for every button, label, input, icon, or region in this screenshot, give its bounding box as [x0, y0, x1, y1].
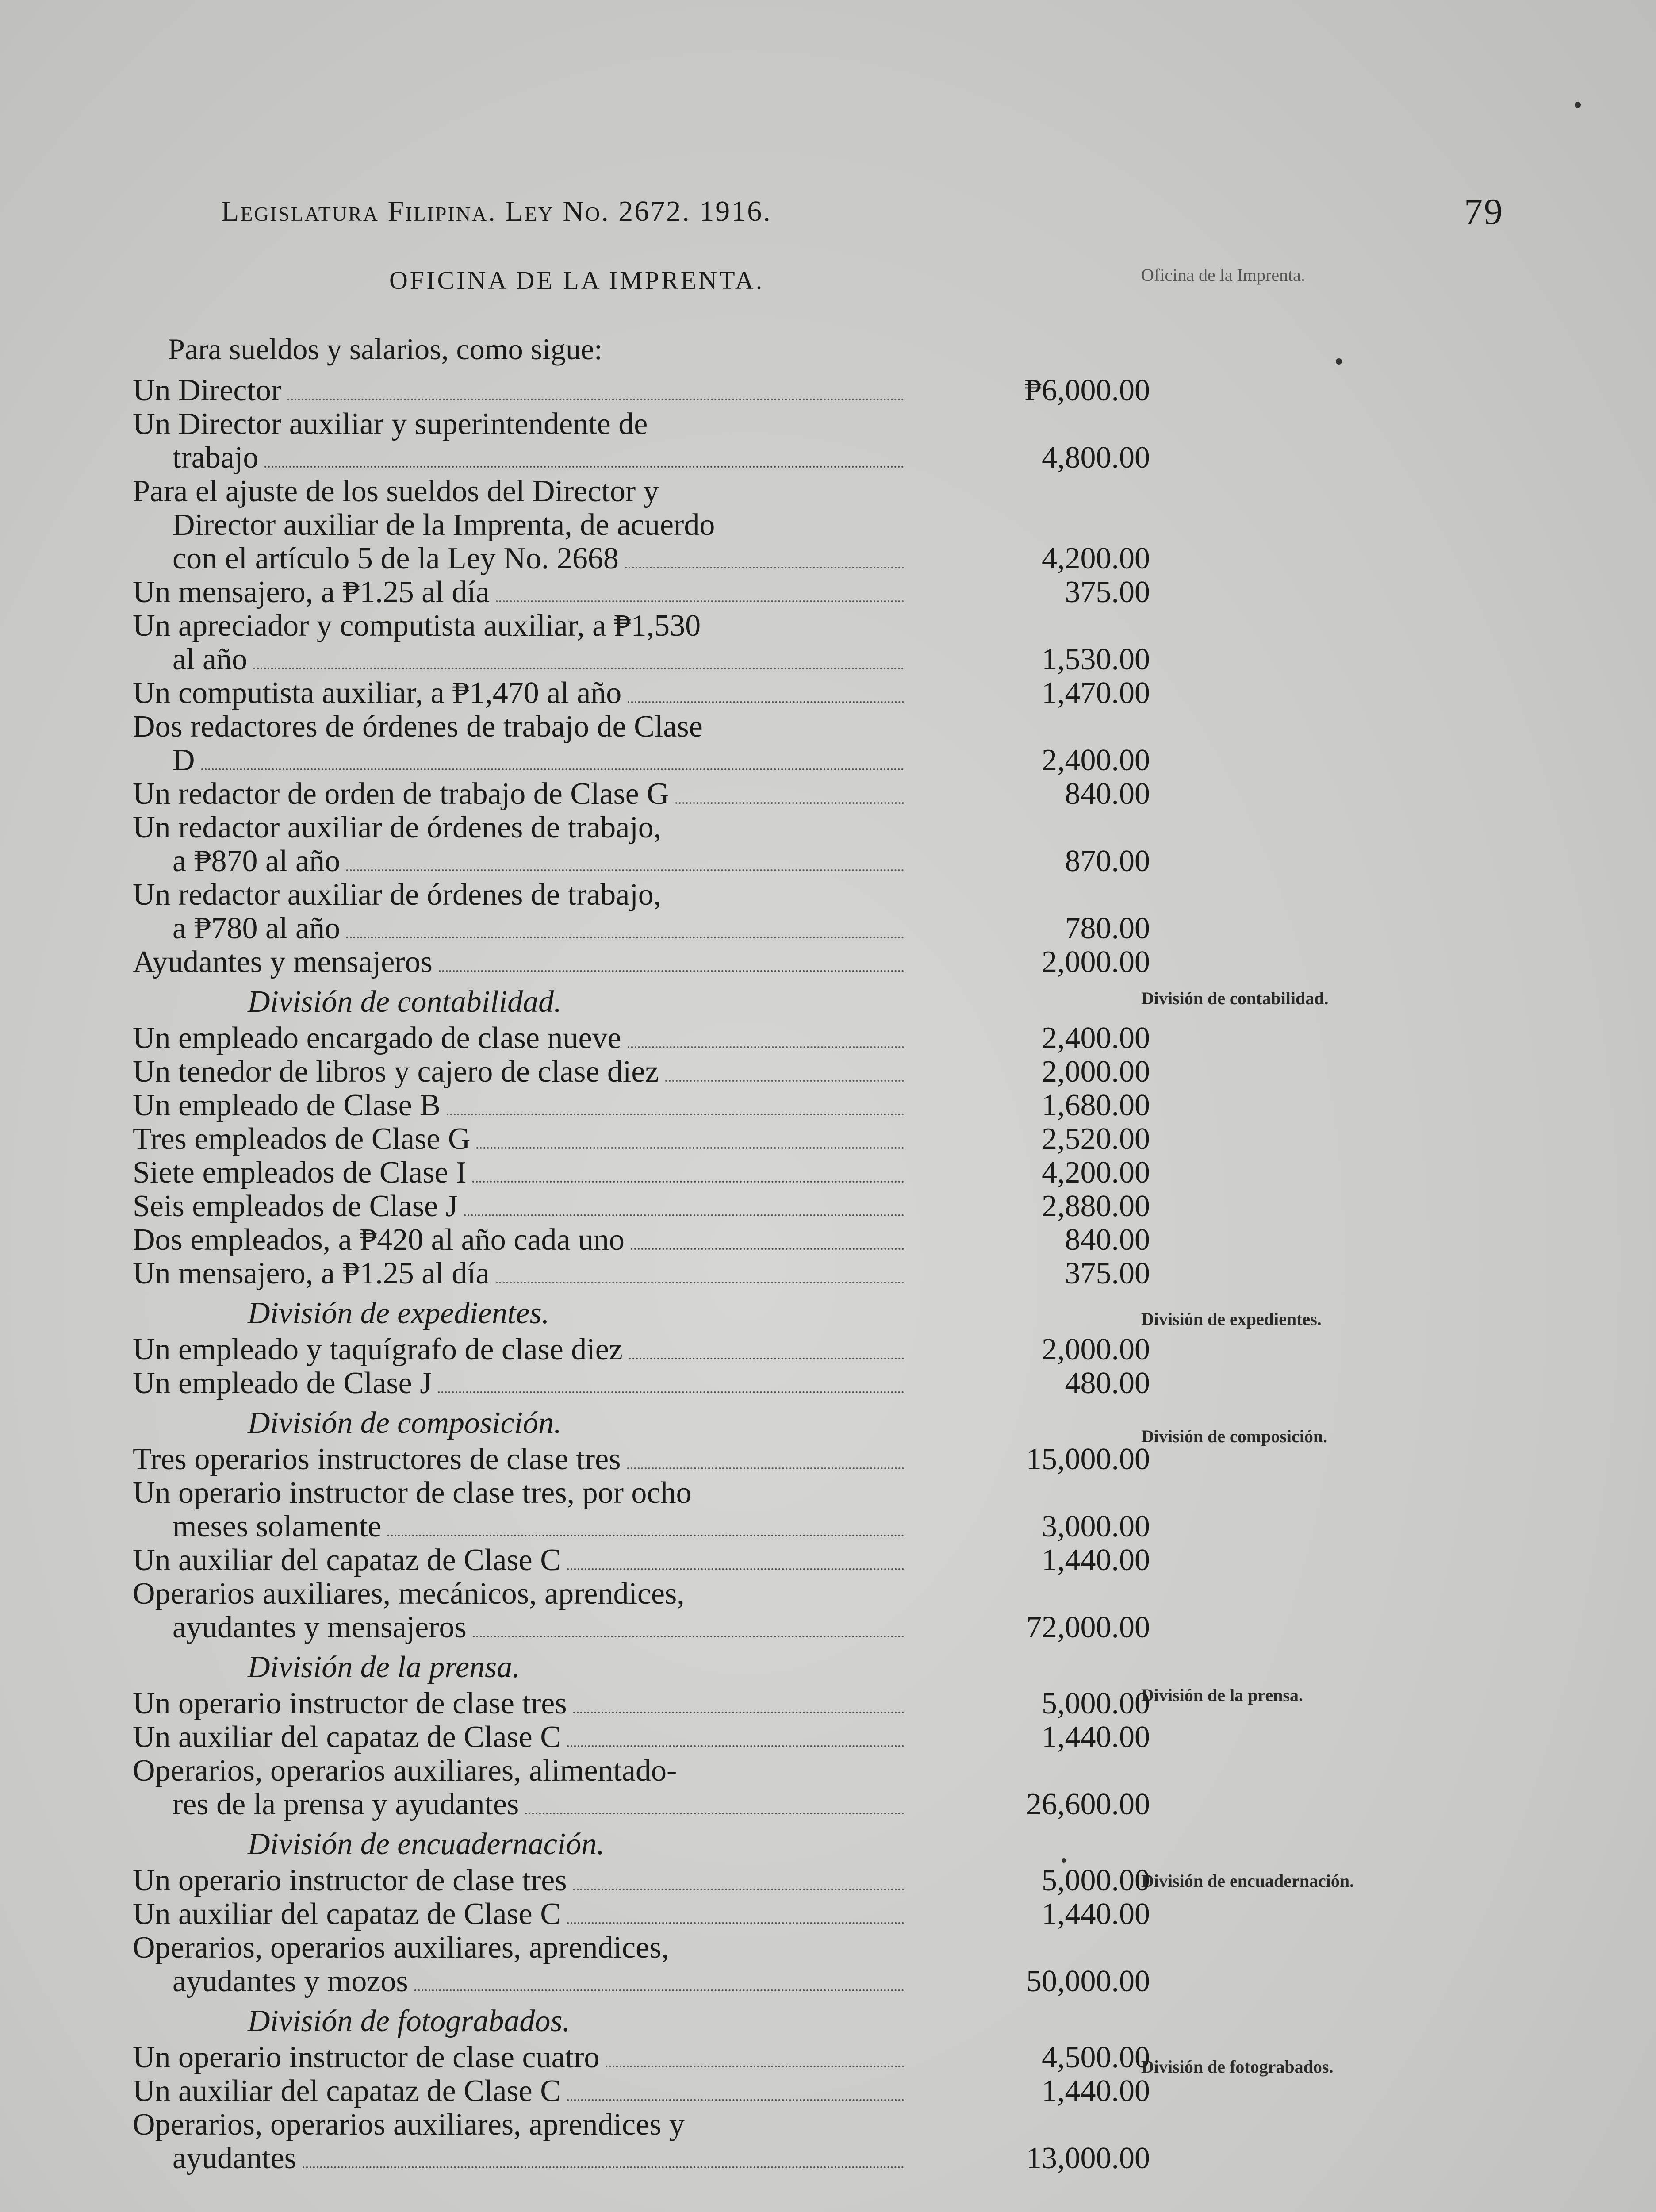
- item-description: [133, 2074, 907, 2108]
- dot-leader: [414, 1989, 904, 1991]
- item-text: Un empleado de Clase J: [133, 1366, 432, 1400]
- item-text: Un auxiliar del capataz de Clase C: [133, 2074, 561, 2108]
- item-description: [133, 878, 907, 945]
- item-description-line: [133, 1367, 907, 1400]
- item-amount: 840.00: [1065, 777, 1150, 811]
- item-description-line: [133, 1788, 907, 1821]
- item-description: [133, 1931, 907, 1998]
- item-description: [133, 1897, 907, 1931]
- dot-leader: [567, 2099, 904, 2101]
- item-text: meses solamente: [172, 1509, 382, 1544]
- item-amount: 15,000.00: [1026, 1442, 1150, 1476]
- item-text: Operarios, operarios auxiliares, aprendices y: [133, 2108, 685, 2142]
- item-text: Un redactor de orden de trabajo de Clase G: [133, 777, 669, 811]
- item-amount: 2,880.00: [1042, 1189, 1150, 1223]
- dot-leader: [447, 1114, 904, 1115]
- item-description-line: [133, 1190, 907, 1223]
- budget-line-item: [133, 1367, 1150, 1400]
- item-description-line: [133, 609, 907, 643]
- item-text: ayudantes y mozos: [172, 1964, 408, 1998]
- item-description: [133, 811, 907, 878]
- item-description-line: [133, 2142, 907, 2175]
- item-amount: 5,000.00: [1042, 1686, 1150, 1720]
- item-text: ayudantes: [172, 2141, 296, 2175]
- item-text: Un apreciador y computista auxiliar, a ₱1,530: [133, 609, 701, 643]
- item-description: [133, 1687, 907, 1720]
- dot-leader: [496, 600, 904, 602]
- margin-note-encuadernacion: División de encuadernación.: [1141, 1871, 1354, 1891]
- item-amount: ₱6,000.00: [1024, 373, 1150, 407]
- item-description: [133, 1022, 907, 1055]
- item-description: [133, 2041, 907, 2074]
- item-description-line: [133, 1476, 907, 1510]
- item-description: [133, 710, 907, 777]
- item-amount: 1,530.00: [1042, 642, 1150, 676]
- item-amount: 1,680.00: [1042, 1088, 1150, 1122]
- item-description-line: [133, 945, 907, 979]
- item-amount: 375.00: [1065, 575, 1150, 609]
- item-text: Un redactor auxiliar de órdenes de trabajo,: [133, 810, 662, 845]
- item-description-line: [133, 1022, 907, 1055]
- item-amount: 4,800.00: [1042, 441, 1150, 475]
- item-description: [133, 1577, 907, 1644]
- dot-leader: [476, 1147, 904, 1149]
- dot-leader: [439, 970, 904, 972]
- budget-line-item: [133, 811, 1150, 878]
- margin-note-fotograbados: División de fotograbados.: [1141, 2057, 1334, 2077]
- division-heading: División de composición.: [248, 1406, 562, 1440]
- dot-leader: [631, 1248, 904, 1250]
- item-description-line: [133, 1089, 907, 1122]
- division-heading: División de expedientes.: [248, 1296, 550, 1330]
- item-description-line: [133, 676, 907, 710]
- division-heading: División de fotograbados.: [248, 2004, 571, 2038]
- budget-line-item: [133, 945, 1150, 979]
- item-amount: 2,000.00: [1042, 1333, 1150, 1367]
- item-description-line: [133, 374, 907, 407]
- dot-leader: [253, 668, 904, 669]
- item-text: Un computista auxiliar, a ₱1,470 al año: [133, 676, 622, 710]
- item-description-line: [133, 643, 907, 676]
- dot-leader: [346, 869, 904, 871]
- budget-line-item: [133, 1156, 1150, 1190]
- dot-leader: [573, 1889, 904, 1890]
- appropriation-list: [133, 374, 1150, 2175]
- budget-line-item: [133, 1476, 1150, 1544]
- item-amount: 870.00: [1065, 844, 1150, 878]
- item-text: Seis empleados de Clase J: [133, 1189, 458, 1223]
- item-text: Un mensajero, a ₱1.25 al día: [133, 1256, 490, 1290]
- item-description-line: [133, 542, 907, 576]
- item-description: [133, 576, 907, 609]
- item-description-line: [133, 407, 907, 441]
- item-description-line: [133, 1333, 907, 1367]
- budget-line-item: [133, 1577, 1150, 1644]
- item-amount: 5,000.00: [1042, 1863, 1150, 1897]
- dot-leader: [438, 1391, 904, 1393]
- item-description-line: [133, 1443, 907, 1476]
- item-description: [133, 1089, 907, 1122]
- page-number: 79: [1464, 191, 1504, 232]
- item-text: a ₱780 al año: [172, 911, 341, 945]
- item-description: [133, 1156, 907, 1190]
- dot-leader: [303, 2166, 904, 2168]
- dot-leader: [628, 1046, 904, 1048]
- item-text: Un operario instructor de clase tres: [133, 1686, 567, 1720]
- item-description: [133, 777, 907, 811]
- budget-line-item: [133, 576, 1150, 609]
- item-text: Un operario instructor de clase cuatro: [133, 2040, 600, 2074]
- item-description-line: [133, 1897, 907, 1931]
- budget-line-item: [133, 1931, 1150, 1998]
- item-text: Un Director: [133, 373, 282, 407]
- section-title: OFICINA DE LA IMPRENTA.: [389, 266, 765, 295]
- dot-leader: [496, 1282, 904, 1283]
- item-text: Dos empleados, a ₱420 al año cada uno: [133, 1223, 625, 1257]
- item-description: [133, 676, 907, 710]
- dot-leader: [629, 1358, 904, 1359]
- item-text: Un Director auxiliar y superintendente de: [133, 407, 648, 441]
- item-amount: 26,600.00: [1026, 1787, 1150, 1821]
- division-heading: División de encuadernación.: [248, 1827, 605, 1861]
- dot-leader: [573, 1712, 904, 1713]
- budget-line-item: [133, 1897, 1150, 1931]
- item-description-line: [133, 845, 907, 878]
- item-description: [133, 1055, 907, 1089]
- budget-line-item: [133, 1055, 1150, 1089]
- dot-leader: [665, 1080, 904, 1082]
- item-description: [133, 1720, 907, 1754]
- item-amount: 780.00: [1065, 911, 1150, 945]
- margin-note-composicion: División de composición.: [1141, 1426, 1328, 1446]
- item-amount: 3,000.00: [1042, 1509, 1150, 1544]
- item-amount: 1,470.00: [1042, 676, 1150, 710]
- item-description-line: [133, 777, 907, 811]
- budget-line-item: [133, 1223, 1150, 1257]
- item-amount: 1,440.00: [1042, 1720, 1150, 1754]
- dot-leader: [628, 701, 904, 703]
- item-amount: 480.00: [1065, 1366, 1150, 1400]
- budget-line-item: [133, 1190, 1150, 1223]
- budget-line-item: [133, 374, 1150, 407]
- margin-note-imprenta: Oficina de la Imprenta.: [1141, 265, 1305, 285]
- dot-leader: [525, 1813, 904, 1814]
- dot-leader: [567, 1922, 904, 1924]
- item-amount: 2,000.00: [1042, 945, 1150, 979]
- item-text: Un empleado y taquígrafo de clase diez: [133, 1333, 623, 1367]
- item-amount: 2,000.00: [1042, 1055, 1150, 1089]
- item-text: Un auxiliar del capataz de Clase C: [133, 1897, 561, 1931]
- margin-note-prensa: División de la prensa.: [1141, 1685, 1303, 1705]
- item-amount: 4,500.00: [1042, 2040, 1150, 2074]
- item-description-line: [133, 1544, 907, 1577]
- item-amount: 1,440.00: [1042, 1543, 1150, 1577]
- running-title: Legislatura Filipina. Ley No. 2672. 1916.: [221, 195, 772, 227]
- item-description-line: [133, 1223, 907, 1257]
- page-header: [221, 186, 1504, 234]
- dot-leader: [627, 1467, 904, 1469]
- item-description-line: [133, 744, 907, 777]
- item-description: [133, 1367, 907, 1400]
- item-text: Un mensajero, a ₱1.25 al día: [133, 575, 490, 609]
- item-description-line: [133, 1864, 907, 1897]
- budget-line-item: [133, 1257, 1150, 1290]
- item-description: [133, 1223, 907, 1257]
- budget-line-item: [133, 2041, 1150, 2074]
- budget-line-item: [133, 407, 1150, 475]
- budget-line-item: [133, 1720, 1150, 1754]
- item-description-line: [133, 1156, 907, 1190]
- item-description-line: [133, 1720, 907, 1754]
- item-text: Operarios, operarios auxiliares, aprendices,: [133, 1931, 669, 1965]
- item-description-line: [133, 1257, 907, 1290]
- item-text: ayudantes y mensajeros: [172, 1610, 467, 1644]
- margin-note-contabilidad: División de contabilidad.: [1141, 988, 1329, 1008]
- budget-line-item: [133, 777, 1150, 811]
- budget-line-item: [133, 710, 1150, 777]
- budget-line-item: [133, 676, 1150, 710]
- item-text: Un operario instructor de clase tres: [133, 1863, 567, 1897]
- item-description-line: [133, 441, 907, 475]
- intro-line: Para sueldos y salarios, como sigue:: [168, 332, 603, 366]
- dot-leader: [464, 1214, 904, 1216]
- item-description: [133, 1122, 907, 1156]
- item-text: Tres operarios instructores de clase tres: [133, 1442, 621, 1476]
- item-description: [133, 2108, 907, 2175]
- item-description-line: [133, 1055, 907, 1089]
- item-text: res de la prensa y ayudantes: [172, 1787, 519, 1821]
- scan-speck: [1336, 358, 1342, 365]
- scan-speck: [1575, 102, 1581, 108]
- item-text: Dos redactores de órdenes de trabajo de Clase: [133, 710, 703, 744]
- item-description-line: [133, 1122, 907, 1156]
- item-description-line: [133, 1510, 907, 1544]
- dot-leader: [264, 466, 904, 468]
- item-description: [133, 945, 907, 979]
- item-text: Un operario instructor de clase tres, por ocho: [133, 1476, 692, 1510]
- item-description: [133, 1257, 907, 1290]
- item-text: Operarios, operarios auxiliares, alimentado-: [133, 1754, 677, 1788]
- item-amount: 375.00: [1065, 1256, 1150, 1290]
- item-description: [133, 475, 907, 576]
- item-amount: 72,000.00: [1026, 1610, 1150, 1644]
- item-amount: 840.00: [1065, 1223, 1150, 1257]
- item-text: trabajo: [172, 441, 259, 475]
- dot-leader: [288, 399, 904, 400]
- item-description: [133, 374, 907, 407]
- budget-line-item: [133, 1754, 1150, 1821]
- item-amount: 2,400.00: [1042, 743, 1150, 777]
- dot-leader: [387, 1535, 904, 1536]
- item-text: Un tenedor de libros y cajero de clase diez: [133, 1055, 659, 1089]
- item-text: Un auxiliar del capataz de Clase C: [133, 1720, 561, 1754]
- item-description: [133, 1754, 907, 1821]
- item-description-line: [133, 912, 907, 945]
- item-text: al año: [172, 642, 248, 676]
- item-amount: 4,200.00: [1042, 1156, 1150, 1190]
- item-description-line: [133, 1611, 907, 1644]
- budget-line-item: [133, 2074, 1150, 2108]
- dot-leader: [567, 1745, 904, 1747]
- scan-speck: [1062, 1858, 1066, 1863]
- item-description: [133, 609, 907, 676]
- division-heading: División de la prensa.: [248, 1650, 520, 1684]
- item-text: Un redactor auxiliar de órdenes de trabajo,: [133, 878, 662, 912]
- item-text: Un auxiliar del capataz de Clase C: [133, 1543, 561, 1577]
- item-text: Siete empleados de Clase I: [133, 1156, 467, 1190]
- item-amount: 2,520.00: [1042, 1122, 1150, 1156]
- margin-note-expedientes: División de expedientes.: [1141, 1309, 1322, 1329]
- item-description: [133, 1443, 907, 1476]
- item-text: Para el ajuste de los sueldos del Director y: [133, 474, 659, 508]
- item-description: [133, 1190, 907, 1223]
- budget-line-item: [133, 1544, 1150, 1577]
- item-description-line: [133, 710, 907, 744]
- item-amount: 1,440.00: [1042, 1897, 1150, 1931]
- item-description-line: [133, 2074, 907, 2108]
- dot-leader: [625, 567, 904, 568]
- budget-line-item: [133, 1122, 1150, 1156]
- item-description-line: [133, 508, 907, 542]
- budget-line-item: [133, 878, 1150, 945]
- budget-line-item: [133, 1443, 1150, 1476]
- item-description-line: [133, 475, 907, 508]
- item-description: [133, 1333, 907, 1367]
- budget-line-item: [133, 1687, 1150, 1720]
- item-amount: 13,000.00: [1026, 2141, 1150, 2175]
- item-description-line: [133, 2108, 907, 2142]
- item-text: Ayudantes y mensajeros: [133, 945, 433, 979]
- item-text: Operarios auxiliares, mecánicos, aprendices,: [133, 1577, 685, 1611]
- dot-leader: [201, 768, 904, 770]
- item-description: [133, 1544, 907, 1577]
- item-description: [133, 407, 907, 475]
- item-description-line: [133, 1931, 907, 1965]
- item-text: Director auxiliar de la Imprenta, de acuerdo: [172, 508, 715, 542]
- item-description-line: [133, 878, 907, 912]
- item-amount: 50,000.00: [1026, 1964, 1150, 1998]
- dot-leader: [567, 1568, 904, 1570]
- item-text: Tres empleados de Clase G: [133, 1122, 471, 1156]
- item-text: Un empleado de Clase B: [133, 1088, 441, 1122]
- item-description-line: [133, 1577, 907, 1611]
- dot-leader: [473, 1636, 904, 1637]
- item-amount: 4,200.00: [1042, 541, 1150, 576]
- budget-line-item: [133, 2108, 1150, 2175]
- item-amount: 2,400.00: [1042, 1021, 1150, 1055]
- item-text: D: [172, 743, 195, 777]
- budget-line-item: [133, 1022, 1150, 1055]
- item-description-line: [133, 811, 907, 845]
- item-description-line: [133, 1965, 907, 1998]
- budget-line-item: [133, 609, 1150, 676]
- item-amount: 1,440.00: [1042, 2074, 1150, 2108]
- item-text: a ₱870 al año: [172, 844, 341, 878]
- dot-leader: [472, 1181, 904, 1183]
- budget-line-item: [133, 1089, 1150, 1122]
- item-description-line: [133, 2041, 907, 2074]
- dot-leader: [606, 2066, 904, 2067]
- item-description-line: [133, 1687, 907, 1720]
- item-description: [133, 1476, 907, 1544]
- division-heading: División de contabilidad.: [248, 985, 562, 1019]
- dot-leader: [675, 802, 904, 804]
- budget-line-item: [133, 1333, 1150, 1367]
- item-text: con el artículo 5 de la Ley No. 2668: [172, 541, 619, 576]
- budget-line-item: [133, 1864, 1150, 1897]
- budget-line-item: [133, 475, 1150, 576]
- item-text: Un empleado encargado de clase nueve: [133, 1021, 621, 1055]
- item-description-line: [133, 576, 907, 609]
- dot-leader: [346, 937, 904, 938]
- item-description-line: [133, 1754, 907, 1788]
- item-description: [133, 1864, 907, 1897]
